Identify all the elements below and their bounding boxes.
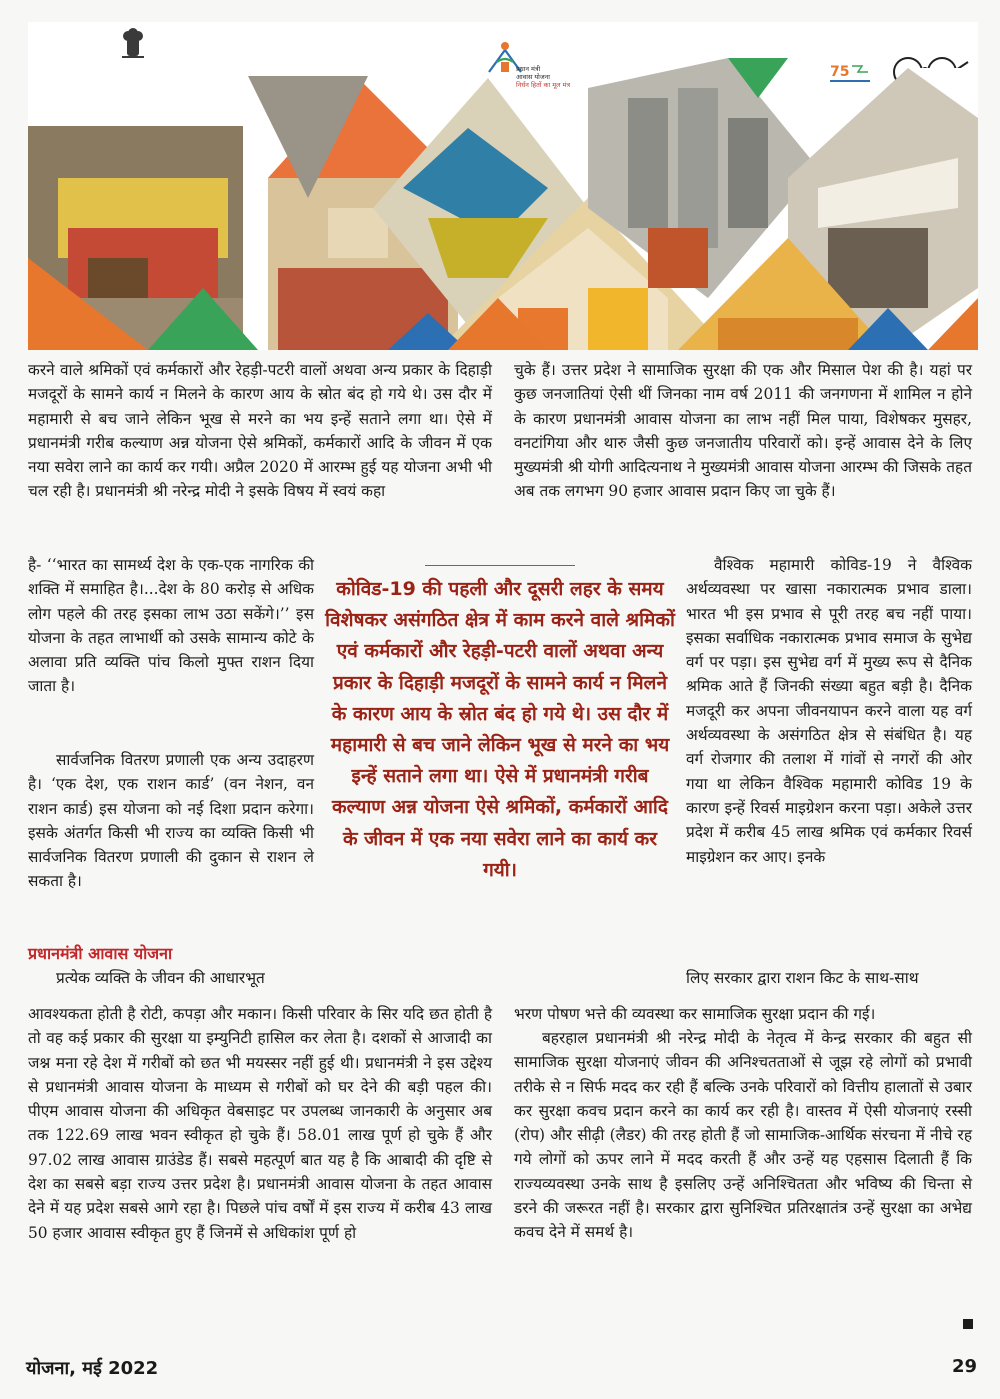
right-paragraph-1: चुके हैं। उत्तर प्रदेश ने सामाजिक सुरक्षा की एक और मिसाल पेश की है। यहां पर कुछ जनजातियां ऐसी थीं जिनका नाम वर्ष 2011 की जनगणना में शामिल न होने के कारण प्रधानमंत्री आवास योजना का लाभ नहीं मिल पाया, विशेषकर मुसहर, वनटांगिया और थारु जैसी कुछ जनजातीय परिवारों को। इन्हें आवास देने के लिए मुख्यमंत्री श्री योगी आदित्यनाथ ने मुख्यमंत्री आवास योजना आरम्भ की जिसके तहत अब तक लगभग 90 हजार आवास प्रदान किए जा चुके हैं। (514, 361, 972, 501)
right-paragraph-5-text: बहरहाल प्रधानमंत्री श्री नरेन्द्र मोदी के नेतृत्व में केन्द्र सरकार की बहुत सी सामाजिक सुरक्षा योजनाएं जीवन की अनिश्चतताओं से जूझ रहे लोगों को प्रभावी तरीके से न सिर्फ मदद कर रही हैं बल्कि उनके परिवारों को वित्तीय हालातों से उबार कर सुरक्षा कवच प्रदान करने का कार्य कर रही है। वास्तव में ऐसी योजनाएं रस्सी (रोप) और सीढ़ी (लैडर) की तरह होती हैं जो सामाजिक-आर्थिक संरचना में नीचे रह गये लोगों को ऊपर लाने में मदद करती हैं और उन्हें यह एहसास दिलाती हैं कि राज्यव्यवस्था उनके साथ है इसलिए उन्हें अनिश्चितता और भविष्य की चिन्ता से डरने की जरूरत नहीं है। सरकार द्वारा सुनिश्चित प्रतिरक्षातंत्र उन्हें सुरक्षा का अभेद्य कवच देने में समर्थ है। (514, 1029, 972, 1242)
article-end-mark (963, 1319, 973, 1329)
left-paragraph-5: आवश्यकता होती है रोटी, कपड़ा और मकान। किसी परिवार के सिर यदि छत होती है तो वह कई प्रकार की सुरक्षा या इम्युनिटी हासिल कर लेता है। दशकों से आजादी का जश्न मना रहे देश में गरीबों को छत भी मयस्सर नहीं हुई थी। प्रधानमंत्री ने इस उद्देश्य से प्रधानमंत्री आवास योजना के माध्यम से गरीबों को घर देने की बड़ी पहल की। पीएम आवास योजना की अधिकृत वेबसाइट पर उपलब्ध जानकारी के अनुसार अब तक 122.69 लाख भवन स्वीकृत हो चुके हैं। 58.01 लाख पूर्ण हो चुके हैं और 97.02 लाख आवास ग्राउंडेड हैं। सबसे महत्पूर्ण बात यह है कि आबादी की दृष्टि से देश का सबसे बड़ा राज्य उत्तर प्रदेश है। प्रधानमंत्री आवास योजना के तहत आवास देने में यह प्रदेश सबसे आगे रहा है। पिछले पांच वर्षों में इस राज्य में करीब 43 लाख 50 हजार आवास स्वीकृत हुए हैं जिनमें से अधिकांश पूर्ण हो (28, 1005, 492, 1242)
right-paragraph-5 (514, 1026, 972, 1245)
left-paragraph-3-text: सार्वजनिक वितरण प्रणाली एक अन्य उदाहरण है। ‘एक देश, एक राशन कार्ड’ (वन नेशन, वन राशन कार्ड) इस योजना को नई दिशा प्रदान करेगा। इसके अंतर्गत किसी भी राज्य का व्यक्ति किसी भी सार्वजनिक वितरण प्रणाली की दुकान से राशन ले सकता है। (28, 751, 314, 891)
left-paragraph-3 (28, 748, 314, 894)
right-paragraph-2-text: वैश्विक महामारी कोविड-19 ने वैश्विक अर्थव्यवस्था पर खासा नकारात्मक प्रभाव डाला। भारत भी इस प्रभाव से पूरी तरह बच नहीं पाया। इसका सर्वाधिक नकारात्मक प्रभाव समाज के सुभेद्य वर्ग पर पड़ा। इस सुभेद्य वर्ग में मुख्य रूप से दैनिक श्रमिक आते हैं जिनकी संख्या बहुत बड़ी है। दैनिक मजदूरी कर अपना जीवनयापन करने वाला यह वर्ग अर्थव्यवस्था के असंगठित क्षेत्र से संबंधित है। यह वर्ग रोजगार की तलाश में गांवों से नगरों की ओर गया था लेकिन वैश्विक महामारी कोविड 19 के कारण इन्हें रिवर्स माइग्रेशन करना पड़ा। अकेले उत्तर प्रदेश में करीब 45 लाख श्रमिक एवं कर्मकार रिवर्स माइग्रेशन कर आए। इनके (686, 556, 972, 866)
section-heading-pmay: प्रधानमंत्री आवास योजना (28, 944, 173, 963)
header-banner (28, 22, 978, 350)
pmay-line-1: प्रधान मंत्री (516, 65, 541, 73)
page-number: 29 (952, 1356, 978, 1377)
right-paragraph-4: भरण पोषण भत्ते की व्यवस्था कर सामाजिक सुरक्षा प्रदान की गई। (514, 1005, 876, 1023)
pmay-line-2: आवास योजना (516, 72, 550, 81)
left-paragraph-2: है- ‘‘भारत का सामर्थ्य देश के एक-एक नागरिक की शक्ति में समाहित है।...देश के 80 करोड़ से अधिक लोग पहले की तरह इसका लाभ उठा सकेंगे।’’ इस योजना के तहत लाभार्थी को उसके सामान्य कोटे के अलावा प्रति व्यक्ति पांच किलो मुफ्त राशन दिया जाता है। (28, 556, 314, 696)
pmay-line-3: निर्धन हितों का मूल मंत्र (516, 80, 571, 89)
right-paragraph-2 (686, 553, 972, 869)
left-paragraph-1: करने वाले श्रमिकों एवं कर्मकारों और रेहड़ी-पटरी वालों अथवा अन्य प्रकार के दिहाड़ी मजदूरों के सामने कार्य न मिलने के कारण आय के स्रोत बंद हो गये थे। उस दौर में महामारी से बच जाने लेकिन भूख से मरने का भय इन्हें सताने लगा था। ऐसे में प्रधानमंत्री गरीब कल्याण अन्न योजना ऐसे श्रमिकों, कर्मकारों आदि के जीवन में एक नया सवेरा लाने का कार्य कर गयी। अप्रैल 2020 में आरम्भ हुई यह योजना अभी भी चल रही है। प्रधानमंत्री श्री नरेन्द्र मोदी ने इसके विषय में स्वयं कहा (28, 361, 492, 501)
pull-quote-box (324, 565, 676, 886)
left-paragraph-4 (28, 966, 314, 990)
right-paragraph-3: लिए सरकार द्वारा राशन किट के साथ-साथ (686, 969, 919, 987)
left-paragraph-4-text: प्रत्येक व्यक्ति के जीवन की आधारभूत (56, 969, 265, 987)
svg-text:75: 75 (830, 64, 850, 80)
housing-photo-collage (28, 58, 978, 350)
pull-quote-top-rule (425, 565, 575, 566)
footer-issue-label: योजना, मई 2022 (26, 1358, 159, 1379)
pull-quote-text: कोविड-19 की पहली और दूसरी लहर के समय विशेषकर असंगठित क्षेत्र में काम करने वाले श्रमिकों एवं कर्मकारों और रेहड़ी-पटरी वालों अथवा अन्य प्रकार के दिहाड़ी मजदूरों के सामने कार्य न मिलने के कारण आय के स्रोत बंद हो गये थे। उस दौर में महामारी से बच जाने लेकिन भूख से मरने का भय इन्हें सताने लगा था। ऐसे में प्रधानमंत्री गरीब कल्याण अन्न योजना ऐसे श्रमिकों, कर्मकारों आदि के जीवन में एक नया सवेरा लाने का कार्य कर गयी। (325, 578, 675, 881)
